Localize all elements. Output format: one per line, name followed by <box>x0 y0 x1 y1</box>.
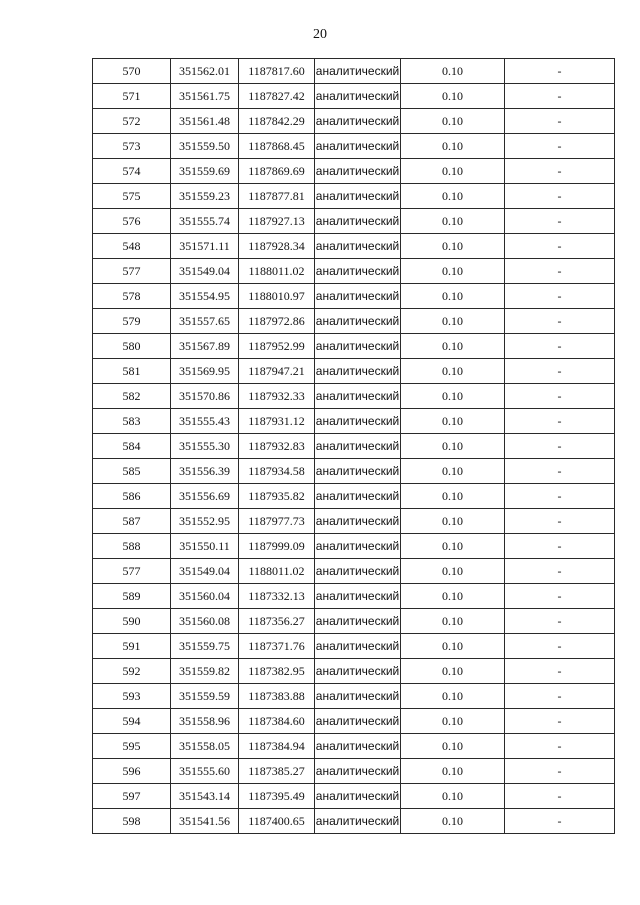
cell-point-number: 570 <box>93 59 171 84</box>
cell-x-coordinate: 351554.95 <box>171 284 239 309</box>
cell-note: - <box>505 84 615 109</box>
cell-note: - <box>505 309 615 334</box>
cell-point-number: 598 <box>93 809 171 834</box>
cell-accuracy: 0.10 <box>401 134 505 159</box>
cell-accuracy: 0.10 <box>401 209 505 234</box>
cell-accuracy: 0.10 <box>401 509 505 534</box>
table-row <box>93 384 615 409</box>
cell-x-coordinate: 351559.23 <box>171 184 239 209</box>
table-body <box>93 59 615 834</box>
table-row <box>93 134 615 159</box>
table-row <box>93 634 615 659</box>
cell-y-coordinate: 1187952.99 <box>239 334 315 359</box>
cell-note: - <box>505 284 615 309</box>
cell-accuracy: 0.10 <box>401 584 505 609</box>
cell-x-coordinate: 351558.05 <box>171 734 239 759</box>
cell-method: аналитический <box>315 284 401 309</box>
cell-note: - <box>505 384 615 409</box>
cell-accuracy: 0.10 <box>401 709 505 734</box>
cell-x-coordinate: 351570.86 <box>171 384 239 409</box>
table-row <box>93 784 615 809</box>
cell-note: - <box>505 134 615 159</box>
cell-note: - <box>505 484 615 509</box>
cell-accuracy: 0.10 <box>401 459 505 484</box>
cell-accuracy: 0.10 <box>401 684 505 709</box>
cell-y-coordinate: 1187384.94 <box>239 734 315 759</box>
table-row <box>93 584 615 609</box>
cell-note: - <box>505 709 615 734</box>
cell-note: - <box>505 184 615 209</box>
cell-method: аналитический <box>315 109 401 134</box>
cell-note: - <box>505 209 615 234</box>
cell-method: аналитический <box>315 459 401 484</box>
cell-method: аналитический <box>315 384 401 409</box>
cell-point-number: 574 <box>93 159 171 184</box>
cell-x-coordinate: 351559.82 <box>171 659 239 684</box>
cell-y-coordinate: 1187934.58 <box>239 459 315 484</box>
cell-note: - <box>505 634 615 659</box>
table-row <box>93 184 615 209</box>
cell-accuracy: 0.10 <box>401 284 505 309</box>
cell-method: аналитический <box>315 609 401 634</box>
cell-point-number: 581 <box>93 359 171 384</box>
cell-y-coordinate: 1187932.83 <box>239 434 315 459</box>
cell-accuracy: 0.10 <box>401 359 505 384</box>
cell-note: - <box>505 159 615 184</box>
cell-note: - <box>505 559 615 584</box>
table-row <box>93 409 615 434</box>
cell-x-coordinate: 351549.04 <box>171 259 239 284</box>
cell-accuracy: 0.10 <box>401 409 505 434</box>
cell-point-number: 575 <box>93 184 171 209</box>
table-row <box>93 734 615 759</box>
cell-accuracy: 0.10 <box>401 159 505 184</box>
cell-y-coordinate: 1187999.09 <box>239 534 315 559</box>
cell-accuracy: 0.10 <box>401 184 505 209</box>
cell-y-coordinate: 1187935.82 <box>239 484 315 509</box>
cell-method: аналитический <box>315 784 401 809</box>
cell-y-coordinate: 1187817.60 <box>239 59 315 84</box>
cell-point-number: 572 <box>93 109 171 134</box>
table-row <box>93 609 615 634</box>
cell-x-coordinate: 351552.95 <box>171 509 239 534</box>
cell-method: аналитический <box>315 309 401 334</box>
cell-point-number: 577 <box>93 559 171 584</box>
cell-y-coordinate: 1187395.49 <box>239 784 315 809</box>
cell-accuracy: 0.10 <box>401 784 505 809</box>
cell-x-coordinate: 351555.60 <box>171 759 239 784</box>
cell-x-coordinate: 351541.56 <box>171 809 239 834</box>
cell-point-number: 593 <box>93 684 171 709</box>
cell-point-number: 595 <box>93 734 171 759</box>
cell-x-coordinate: 351556.69 <box>171 484 239 509</box>
cell-y-coordinate: 1187931.12 <box>239 409 315 434</box>
cell-y-coordinate: 1188011.02 <box>239 259 315 284</box>
cell-point-number: 589 <box>93 584 171 609</box>
table-row <box>93 284 615 309</box>
cell-method: аналитический <box>315 209 401 234</box>
cell-x-coordinate: 351543.14 <box>171 784 239 809</box>
table-row <box>93 659 615 684</box>
cell-note: - <box>505 734 615 759</box>
cell-method: аналитический <box>315 234 401 259</box>
table-row <box>93 259 615 284</box>
cell-x-coordinate: 351550.11 <box>171 534 239 559</box>
cell-point-number: 594 <box>93 709 171 734</box>
cell-accuracy: 0.10 <box>401 734 505 759</box>
cell-note: - <box>505 609 615 634</box>
cell-x-coordinate: 351557.65 <box>171 309 239 334</box>
cell-x-coordinate: 351571.11 <box>171 234 239 259</box>
cell-x-coordinate: 351559.59 <box>171 684 239 709</box>
cell-accuracy: 0.10 <box>401 59 505 84</box>
table-row <box>93 59 615 84</box>
cell-method: аналитический <box>315 759 401 784</box>
cell-method: аналитический <box>315 534 401 559</box>
cell-accuracy: 0.10 <box>401 384 505 409</box>
cell-accuracy: 0.10 <box>401 559 505 584</box>
cell-y-coordinate: 1187827.42 <box>239 84 315 109</box>
table-row <box>93 209 615 234</box>
cell-note: - <box>505 459 615 484</box>
table-row <box>93 484 615 509</box>
cell-x-coordinate: 351555.74 <box>171 209 239 234</box>
cell-method: аналитический <box>315 659 401 684</box>
cell-x-coordinate: 351555.43 <box>171 409 239 434</box>
cell-x-coordinate: 351556.39 <box>171 459 239 484</box>
table-row <box>93 434 615 459</box>
cell-point-number: 579 <box>93 309 171 334</box>
cell-method: аналитический <box>315 409 401 434</box>
cell-method: аналитический <box>315 634 401 659</box>
cell-accuracy: 0.10 <box>401 434 505 459</box>
table-row <box>93 159 615 184</box>
cell-point-number: 578 <box>93 284 171 309</box>
cell-accuracy: 0.10 <box>401 334 505 359</box>
table-row <box>93 109 615 134</box>
cell-y-coordinate: 1187977.73 <box>239 509 315 534</box>
cell-method: аналитический <box>315 434 401 459</box>
table-row <box>93 684 615 709</box>
cell-note: - <box>505 584 615 609</box>
cell-x-coordinate: 351555.30 <box>171 434 239 459</box>
cell-point-number: 587 <box>93 509 171 534</box>
cell-y-coordinate: 1187332.13 <box>239 584 315 609</box>
table-row <box>93 459 615 484</box>
cell-point-number: 577 <box>93 259 171 284</box>
cell-point-number: 573 <box>93 134 171 159</box>
cell-y-coordinate: 1187877.81 <box>239 184 315 209</box>
cell-y-coordinate: 1187928.34 <box>239 234 315 259</box>
cell-accuracy: 0.10 <box>401 84 505 109</box>
cell-y-coordinate: 1188010.97 <box>239 284 315 309</box>
cell-x-coordinate: 351558.96 <box>171 709 239 734</box>
cell-note: - <box>505 434 615 459</box>
cell-method: аналитический <box>315 484 401 509</box>
cell-method: аналитический <box>315 559 401 584</box>
cell-point-number: 548 <box>93 234 171 259</box>
cell-y-coordinate: 1187382.95 <box>239 659 315 684</box>
table-row <box>93 709 615 734</box>
cell-point-number: 583 <box>93 409 171 434</box>
cell-method: аналитический <box>315 584 401 609</box>
cell-point-number: 571 <box>93 84 171 109</box>
cell-y-coordinate: 1187932.33 <box>239 384 315 409</box>
table-row <box>93 759 615 784</box>
cell-accuracy: 0.10 <box>401 234 505 259</box>
table-row <box>93 359 615 384</box>
cell-accuracy: 0.10 <box>401 809 505 834</box>
cell-method: аналитический <box>315 159 401 184</box>
cell-x-coordinate: 351560.04 <box>171 584 239 609</box>
cell-y-coordinate: 1187371.76 <box>239 634 315 659</box>
cell-point-number: 586 <box>93 484 171 509</box>
cell-accuracy: 0.10 <box>401 634 505 659</box>
cell-note: - <box>505 509 615 534</box>
table-row <box>93 509 615 534</box>
cell-accuracy: 0.10 <box>401 259 505 284</box>
cell-note: - <box>505 809 615 834</box>
table-row <box>93 334 615 359</box>
cell-accuracy: 0.10 <box>401 109 505 134</box>
table-row <box>93 234 615 259</box>
cell-y-coordinate: 1187356.27 <box>239 609 315 634</box>
table-row <box>93 809 615 834</box>
cell-y-coordinate: 1187384.60 <box>239 709 315 734</box>
coordinates-table <box>92 58 615 834</box>
cell-note: - <box>505 534 615 559</box>
cell-accuracy: 0.10 <box>401 759 505 784</box>
cell-note: - <box>505 59 615 84</box>
cell-note: - <box>505 234 615 259</box>
cell-method: аналитический <box>315 334 401 359</box>
table-row <box>93 84 615 109</box>
cell-method: аналитический <box>315 509 401 534</box>
cell-y-coordinate: 1187972.86 <box>239 309 315 334</box>
cell-x-coordinate: 351567.89 <box>171 334 239 359</box>
cell-accuracy: 0.10 <box>401 484 505 509</box>
cell-note: - <box>505 784 615 809</box>
cell-accuracy: 0.10 <box>401 534 505 559</box>
cell-note: - <box>505 259 615 284</box>
cell-method: аналитический <box>315 84 401 109</box>
cell-method: аналитический <box>315 734 401 759</box>
cell-y-coordinate: 1187869.69 <box>239 159 315 184</box>
cell-note: - <box>505 359 615 384</box>
cell-note: - <box>505 109 615 134</box>
cell-y-coordinate: 1187400.65 <box>239 809 315 834</box>
cell-point-number: 584 <box>93 434 171 459</box>
cell-method: аналитический <box>315 684 401 709</box>
cell-point-number: 590 <box>93 609 171 634</box>
cell-method: аналитический <box>315 259 401 284</box>
cell-point-number: 596 <box>93 759 171 784</box>
cell-method: аналитический <box>315 359 401 384</box>
cell-note: - <box>505 409 615 434</box>
cell-method: аналитический <box>315 134 401 159</box>
cell-x-coordinate: 351559.69 <box>171 159 239 184</box>
cell-point-number: 576 <box>93 209 171 234</box>
cell-y-coordinate: 1187947.21 <box>239 359 315 384</box>
cell-method: аналитический <box>315 809 401 834</box>
cell-y-coordinate: 1187383.88 <box>239 684 315 709</box>
cell-point-number: 591 <box>93 634 171 659</box>
cell-x-coordinate: 351561.75 <box>171 84 239 109</box>
cell-point-number: 592 <box>93 659 171 684</box>
cell-point-number: 597 <box>93 784 171 809</box>
cell-note: - <box>505 659 615 684</box>
cell-note: - <box>505 334 615 359</box>
cell-note: - <box>505 684 615 709</box>
cell-accuracy: 0.10 <box>401 309 505 334</box>
table-row <box>93 559 615 584</box>
cell-x-coordinate: 351569.95 <box>171 359 239 384</box>
cell-x-coordinate: 351560.08 <box>171 609 239 634</box>
cell-x-coordinate: 351559.75 <box>171 634 239 659</box>
cell-y-coordinate: 1187842.29 <box>239 109 315 134</box>
cell-y-coordinate: 1188011.02 <box>239 559 315 584</box>
cell-y-coordinate: 1187385.27 <box>239 759 315 784</box>
cell-x-coordinate: 351561.48 <box>171 109 239 134</box>
cell-accuracy: 0.10 <box>401 659 505 684</box>
cell-x-coordinate: 351549.04 <box>171 559 239 584</box>
cell-note: - <box>505 759 615 784</box>
cell-point-number: 582 <box>93 384 171 409</box>
table-row <box>93 534 615 559</box>
cell-point-number: 580 <box>93 334 171 359</box>
page-number: 20 <box>313 27 327 42</box>
table-row <box>93 309 615 334</box>
cell-point-number: 588 <box>93 534 171 559</box>
cell-point-number: 585 <box>93 459 171 484</box>
cell-y-coordinate: 1187927.13 <box>239 209 315 234</box>
cell-method: аналитический <box>315 59 401 84</box>
cell-y-coordinate: 1187868.45 <box>239 134 315 159</box>
cell-x-coordinate: 351559.50 <box>171 134 239 159</box>
cell-method: аналитический <box>315 709 401 734</box>
cell-accuracy: 0.10 <box>401 609 505 634</box>
cell-method: аналитический <box>315 184 401 209</box>
cell-x-coordinate: 351562.01 <box>171 59 239 84</box>
